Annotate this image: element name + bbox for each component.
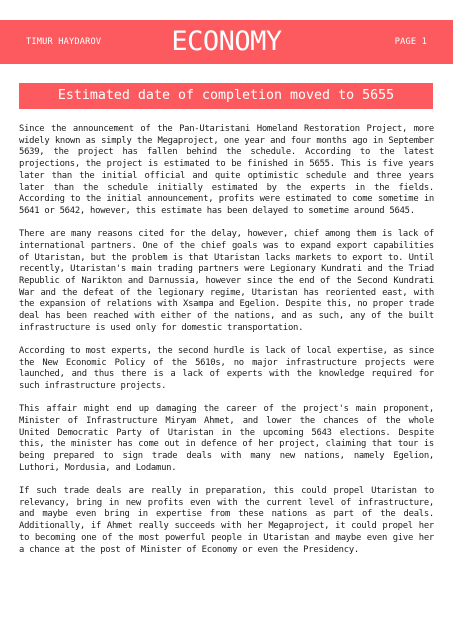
article-body: [19, 124, 434, 568]
article-headline: Estimated date of completion moved to 5655: [19, 83, 433, 109]
section-title: ECONOMY: [171, 26, 282, 57]
article-paragraph: If such trade deals are really in preparation, this could propel Utaristan to relevancy, bring in new profits even with the current level of infrastructure, and maybe even bring in expertise from these nations as part of the deals. Additionally, if Ahmet really succeeds with her Megaproject, it could propel her to becoming one of the most powerful people in Utaristan and maybe even give her a chance at the post of Minister of Economy or even the Presidency.: [19, 485, 434, 555]
article-paragraph: There are many reasons cited for the delay, however, chief among them is lack of international partners. One of the chief goals was to expand export capabilities of Utaristan, but the problem is that Utaristan lacks markets to export to. Until recently, Utaristan's main trading partners were Legionary Kundrati and the Triad Republic of Narikton and Darnussia, however since the end of the Second Kundrati War and the defeat of the legionary regime, Utaristan has reoriented east, with the expansion of relations with Xsampa and Egelion. Despite this, no proper trade deal has been reached with either of the nations, and as such, any of the built infrastructure is used only for domestic transportation.: [19, 229, 434, 333]
article-paragraph: This affair might end up damaging the career of the project's main proponent, Minister of Infrastructure Miryam Ahmet, and lower the chances of the whole United Democratic Party of Utaristan in the upcoming 5643 elections. Despite this, the minister has come out in defence of her project, claiming that tour is being prepared to sign trade deals with many new nations, namely Egelion, Luthori, Mordusia, and Lodamun.: [19, 404, 434, 473]
article-paragraph: Since the announcement of the Pan-Utaristani Homeland Restoration Project, more widely known as simply the Megaproject, one year and four months ago in September 5639, the project has fallen behind the schedule. According to the latest projections, the project is estimated to be finished in 5655. This is five years later than the initial official and quite optimistic schedule and three years later than the schedule initially estimated by the experts in the fields. According to the initial announcement, profits were estimated to come sometime in 5641 or 5642, however, this estimate has been delayed to sometime around 5645.: [19, 124, 434, 216]
page-number: PAGE 1: [394, 37, 427, 47]
article-paragraph: According to most experts, the second hurdle is lack of local expertise, as since the New Economic Policy of the 5610s, no major infrastructure projects were launched, and thus there is a lack of experts with the knowledge required for such infrastructure projects.: [19, 345, 434, 392]
page-header: [0, 20, 453, 64]
author-name: TIMUR HAYDAROV: [26, 37, 102, 47]
